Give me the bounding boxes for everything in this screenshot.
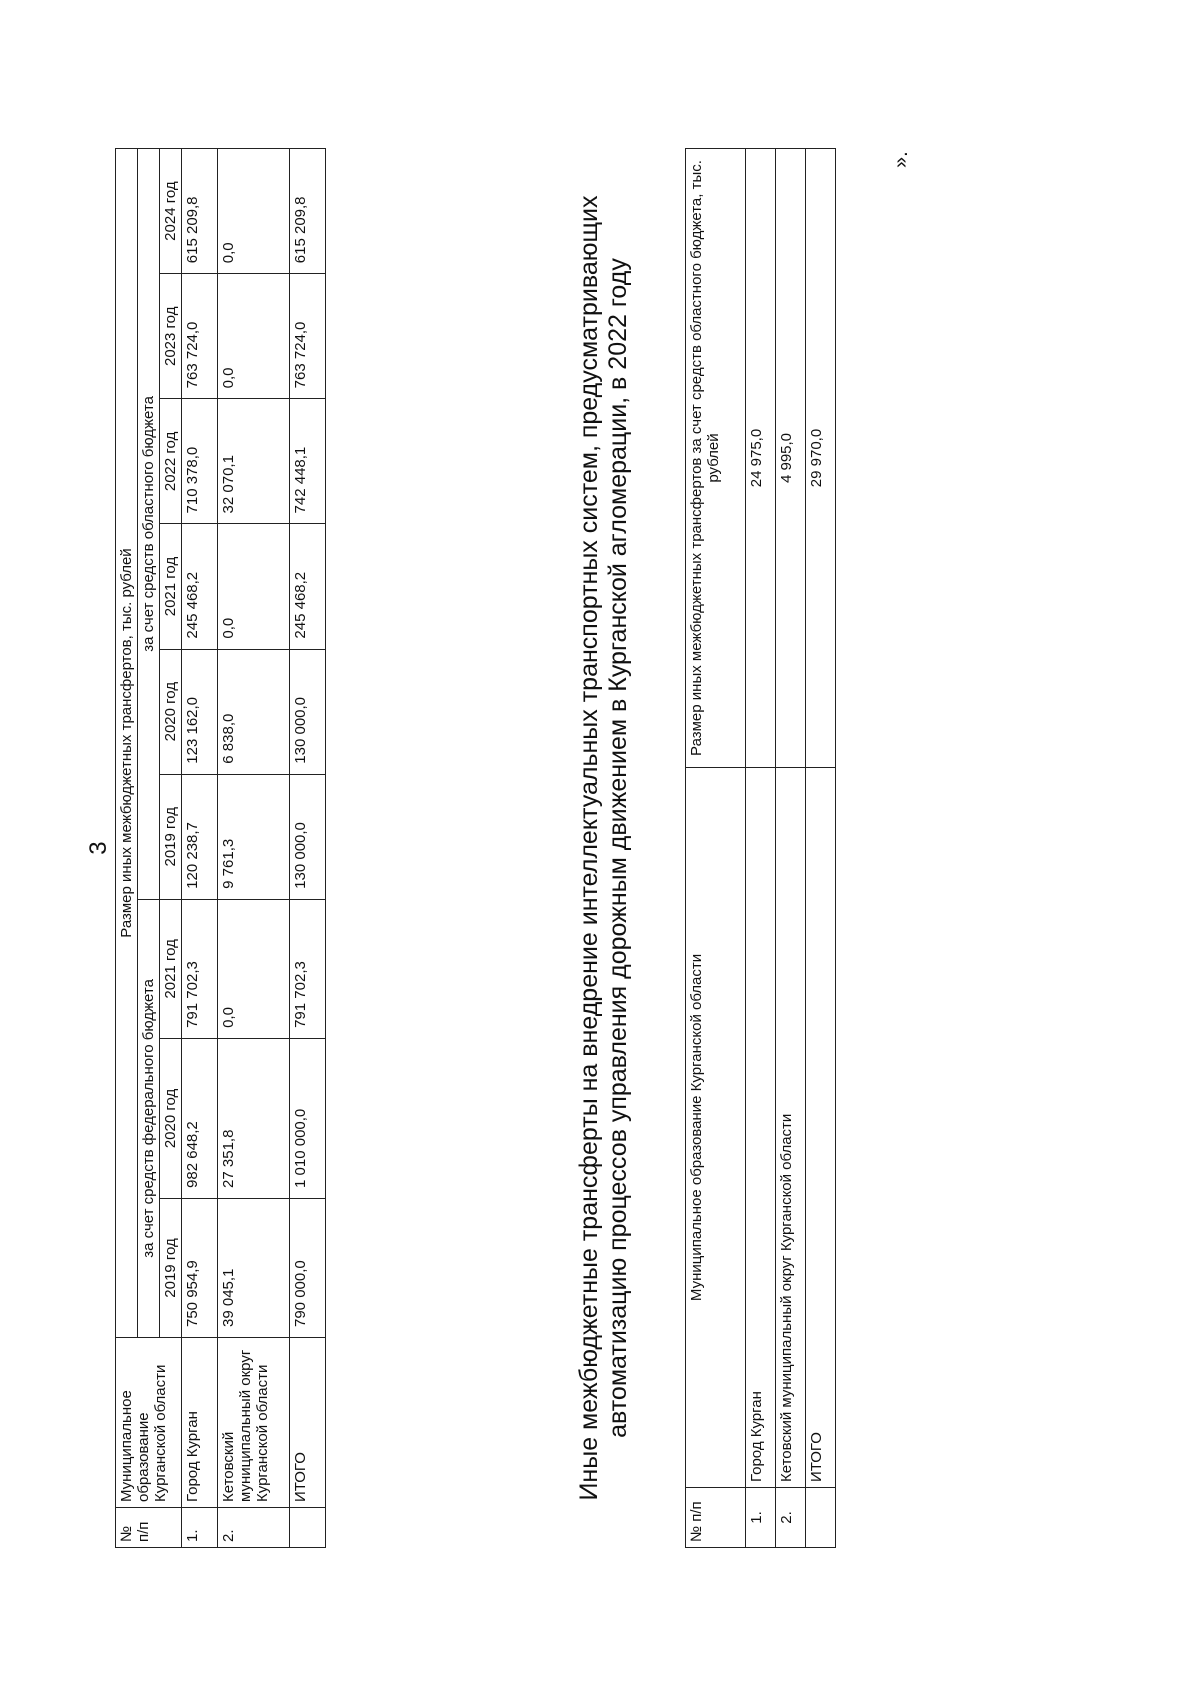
federal-value: 791 702,3 bbox=[290, 899, 326, 1038]
row-municipality: ИТОГО bbox=[290, 1338, 326, 1508]
table2-header-num: № п/п bbox=[686, 1488, 746, 1548]
federal-value: 790 000,0 bbox=[290, 1198, 326, 1337]
federal-value: 39 045,1 bbox=[218, 1198, 290, 1337]
table1-header-size: Размер иных межбюджетных трансфертов, тыс. рублей bbox=[116, 149, 138, 1338]
section-title bbox=[575, 148, 633, 1548]
row-value: 24 975,0 bbox=[746, 149, 776, 768]
page-number: 3 bbox=[85, 841, 112, 855]
table1-header-municipality: Муниципальное образование Курганской области bbox=[116, 1338, 182, 1508]
regional-value: 6 838,0 bbox=[218, 649, 290, 774]
federal-value: 27 351,8 bbox=[218, 1038, 290, 1198]
row-municipality: Город Курган bbox=[182, 1338, 218, 1508]
regional-value: 245 468,2 bbox=[290, 524, 326, 649]
regional-value: 32 070,1 bbox=[218, 399, 290, 524]
row-num: 2. bbox=[218, 1508, 290, 1548]
regional-value: 763 724,0 bbox=[290, 274, 326, 399]
federal-value: 982 648,2 bbox=[182, 1038, 218, 1198]
section-title-line: Иные межбюджетные трансферты на внедрение интеллектуальных транспортных систем, предусматривающих bbox=[575, 195, 603, 1501]
row-num bbox=[806, 1488, 836, 1548]
table1-year-header: 2021 год bbox=[160, 524, 182, 649]
section-title-line: автоматизацию процессов управления дорожным движением в Курганской агломерации, в 2022 году bbox=[603, 258, 632, 1438]
regional-value: 615 209,8 bbox=[290, 149, 326, 274]
regional-value: 0,0 bbox=[218, 149, 290, 274]
closing-quote-mark: ». bbox=[890, 151, 912, 168]
table1-year-header: 2019 год bbox=[160, 1198, 182, 1337]
table-row bbox=[182, 149, 218, 1548]
row-num bbox=[290, 1508, 326, 1548]
regional-value: 763 724,0 bbox=[182, 274, 218, 399]
table-row-total bbox=[290, 149, 326, 1548]
transfers-table-2019-2024 bbox=[115, 148, 326, 1548]
table1-year-header: 2023 год bbox=[160, 274, 182, 399]
table1-header-num: № п/п bbox=[116, 1508, 182, 1548]
table2-header-size: Размер иных межбюджетных трансфертов за счет средств областного бюджета, тыс. рублей bbox=[686, 149, 746, 768]
table-row bbox=[218, 149, 290, 1548]
regional-value: 0,0 bbox=[218, 274, 290, 399]
table1-year-header: 2020 год bbox=[160, 649, 182, 774]
regional-value: 130 000,0 bbox=[290, 649, 326, 774]
table-row bbox=[746, 149, 776, 1548]
table1-year-header: 2021 год bbox=[160, 899, 182, 1038]
regional-value: 742 448,1 bbox=[290, 399, 326, 524]
table1-year-header: 2020 год bbox=[160, 1038, 182, 1198]
row-municipality: Город Курган bbox=[746, 768, 776, 1488]
table-row-total bbox=[806, 149, 836, 1548]
federal-value: 791 702,3 bbox=[182, 899, 218, 1038]
federal-value: 1 010 000,0 bbox=[290, 1038, 326, 1198]
table1-year-header: 2022 год bbox=[160, 399, 182, 524]
table-row bbox=[776, 149, 806, 1548]
regional-value: 0,0 bbox=[218, 524, 290, 649]
row-municipality: ИТОГО bbox=[806, 768, 836, 1488]
row-num: 2. bbox=[776, 1488, 806, 1548]
table1-header-federal: за счет средств федерального бюджета bbox=[138, 899, 160, 1337]
federal-value: 750 954,9 bbox=[182, 1198, 218, 1337]
rotated-document-sheet bbox=[55, 28, 1145, 1668]
table2-header-municipality: Муниципальное образование Курганской области bbox=[686, 768, 746, 1488]
regional-value: 615 209,8 bbox=[182, 149, 218, 274]
row-value: 29 970,0 bbox=[806, 149, 836, 768]
row-municipality: Кетовский муниципальный округ Курганской области bbox=[776, 768, 806, 1488]
table1-header-regional: за счет средств областного бюджета bbox=[138, 149, 160, 900]
regional-value: 710 378,0 bbox=[182, 399, 218, 524]
transfers-table-2022 bbox=[685, 148, 836, 1548]
row-value: 4 995,0 bbox=[776, 149, 806, 768]
regional-value: 123 162,0 bbox=[182, 649, 218, 774]
table1-year-header: 2019 год bbox=[160, 774, 182, 899]
federal-value: 0,0 bbox=[218, 899, 290, 1038]
regional-value: 130 000,0 bbox=[290, 774, 326, 899]
table1-year-header: 2024 год bbox=[160, 149, 182, 274]
row-num: 1. bbox=[746, 1488, 776, 1548]
row-municipality: Кетовский муниципальный округ Курганской области bbox=[218, 1338, 290, 1508]
regional-value: 245 468,2 bbox=[182, 524, 218, 649]
regional-value: 9 761,3 bbox=[218, 774, 290, 899]
regional-value: 120 238,7 bbox=[182, 774, 218, 899]
row-num: 1. bbox=[182, 1508, 218, 1548]
